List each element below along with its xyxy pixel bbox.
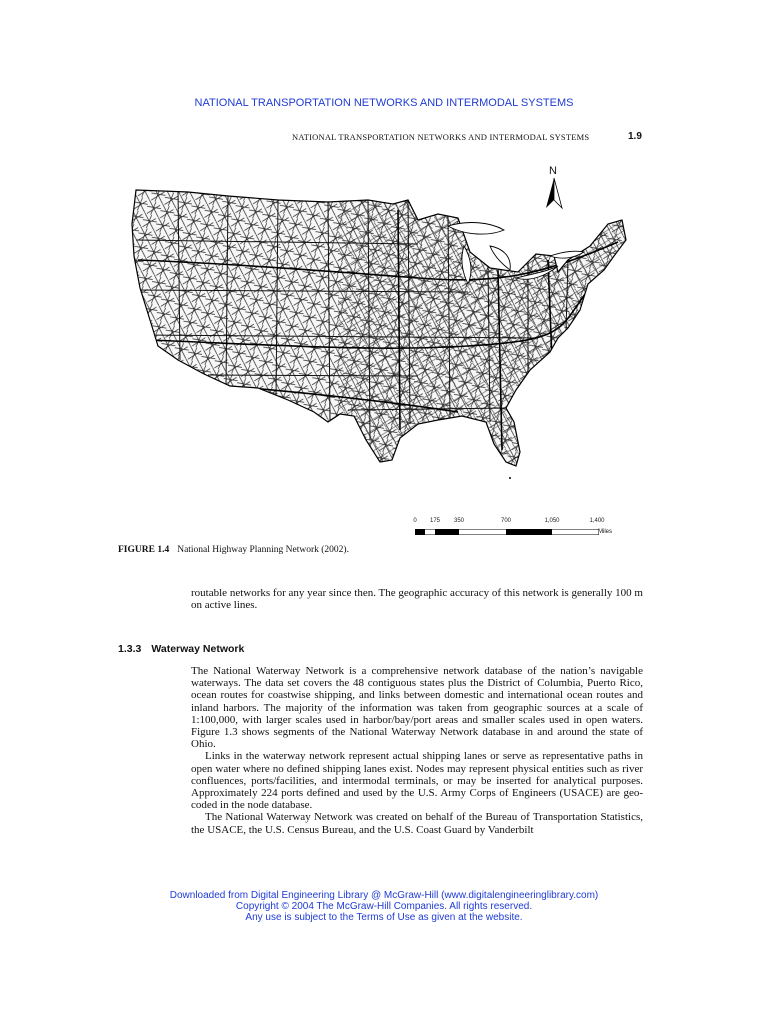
- scale-tick: 1,050: [544, 518, 560, 524]
- scale-bar-graphic: [415, 529, 599, 535]
- footer-terms: Any use is subject to the Terms of Use as given at the website.: [245, 912, 523, 923]
- highway-map-graphic: [118, 160, 648, 490]
- scale-tick: 700: [500, 518, 512, 524]
- scale-tick: 0: [413, 518, 417, 524]
- section-title: Waterway Network: [151, 643, 245, 655]
- north-label: N: [549, 165, 557, 177]
- page-number: 1.9: [628, 131, 642, 142]
- scale-tick: 1,400: [589, 518, 605, 524]
- scale-tick: 175: [429, 518, 441, 524]
- highway-map: [118, 160, 648, 490]
- figure-caption: [118, 545, 349, 555]
- body-paragraph: routable networks for any year since then. The geographic accuracy of this network is generally 100 m on active lines.: [191, 587, 643, 612]
- footer-link[interactable]: Downloaded from Digital Engineering Library @ McGraw-Hill (www.digitalengineeringlibrary.com): [169, 890, 599, 901]
- paragraph-text: The National Waterway Network is a comprehensive network database of the nation’s navigable waterways. The data set covers the 48 contiguous states plus the District of Columbia, Puerto Rico, ocean routes for coastwise shipping, and links between domestic and international ocean routes and inland harbors. The majority of the information was taken from geographic sources at a scale of 1:100,000, with larger scales used in harbor/bay/port areas and smaller scales used in open waters. Figure 1.3 shows segments of the National Waterway Network database in and around the state of Ohio.: [191, 665, 643, 751]
- scale-tick: 350: [453, 518, 465, 524]
- paragraph-text: Links in the waterway network represent actual shipping lanes or serve as representative paths in open water where no defined shipping lanes exist. Nodes may represent physical entities such as river confluences, ports/facilities, and intermodal terminals, or may be inserted for analytical purposes. Approximately 224 ports defined and used by the U.S. Army Corps of Engineers (USACE) are geo-coded in the node database.: [191, 750, 643, 812]
- scale-bar: [412, 518, 646, 540]
- section-heading: [118, 643, 244, 655]
- body-paragraph: [191, 665, 643, 836]
- section-number: 1.3.3: [118, 643, 142, 655]
- figure-label: FIGURE 1.4: [118, 545, 170, 555]
- paragraph-text: The National Waterway Network was created on behalf of the Bureau of Transportation Statistics, the USACE, the U.S. Census Bureau, and the U.S. Coast Guard by Vanderbilt: [191, 811, 643, 836]
- running-head: NATIONAL TRANSPORTATION NETWORKS AND INTERMODAL SYSTEMS: [292, 132, 590, 142]
- site-header: NATIONAL TRANSPORTATION NETWORKS AND INTERMODAL SYSTEMS: [194, 97, 574, 109]
- figure-text: National Highway Planning Network (2002).: [177, 545, 349, 555]
- scale-unit: Miles: [598, 529, 613, 535]
- footer-copyright: Copyright © 2004 The McGraw-Hill Companies. All rights reserved.: [235, 901, 533, 912]
- download-footer: [0, 890, 768, 923]
